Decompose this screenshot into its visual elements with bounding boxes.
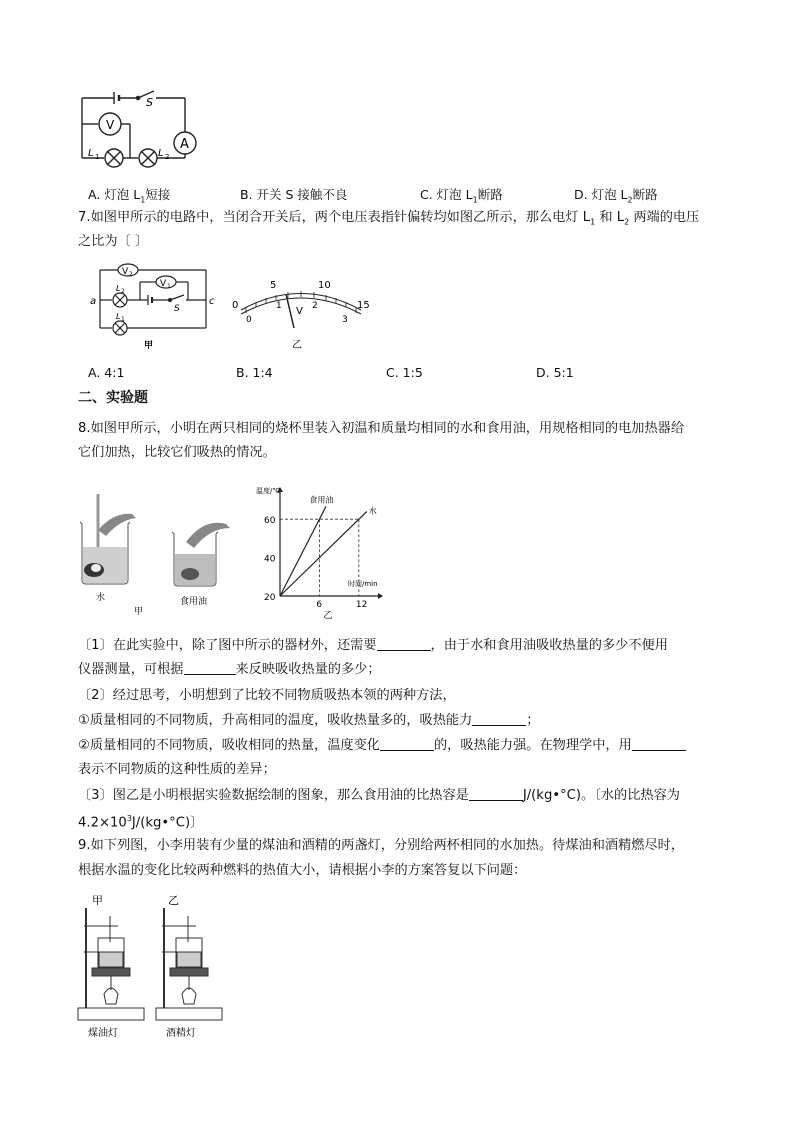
y-axis-label: 温度/℃ [256,487,281,495]
q8-blank-ability[interactable] [472,711,526,726]
q8-blank-temp-change[interactable] [380,736,434,751]
v1-sub: 1 [167,283,171,290]
series-label-1: 水 [368,506,377,516]
y-tick-label: 20 [264,593,276,603]
lamp1-label: L [88,148,94,159]
q8-p3-line2: $4.2\times 10^3J/(kg•^\circ C)$〕 [78,814,204,831]
series-label-0: 食用油 [309,495,334,505]
ammeter-label: A [180,137,189,152]
q6-option-d[interactable]: D. 灯泡 $L_2$断路 [574,187,658,205]
q6-option-a[interactable]: A. 灯泡 $L_1$短接 [88,187,171,205]
node-a: a [90,296,97,307]
q8-blank-indicator[interactable] [184,660,236,675]
q8-blank-specific-heat[interactable] [469,786,523,801]
q7-option-a[interactable]: A. 4:1 [88,365,125,380]
meter-v-label: V [296,306,303,317]
q7-question-line2: 之比为〔 〕 [78,234,149,249]
q9-apparatus-figure [74,890,234,1045]
q7-option-b[interactable]: B. 1:4 [236,365,273,380]
l2-label: L [116,284,121,293]
x-axis-label: 时间/min [348,580,378,588]
q8-p2-item2: ②质量相同的不同物质，吸收相同的热量，温度变化 的，吸热能力强。在物理学中，用 [78,736,686,756]
q8-p2-item2-line2: 表示不同物质的这种性质的差异； [78,762,276,777]
scale-outer-5: 5 [270,280,277,291]
chart-caption: 乙 [323,611,333,621]
q7-voltmeter-dial [226,272,376,352]
scale-inner-2: 2 [312,301,318,311]
scale-outer-0: 0 [232,300,239,311]
lamp1-sub: 1 [95,153,100,161]
voltmeter-label: V [106,118,115,132]
node-c: c [209,296,215,307]
y-tick-label: 60 [264,516,276,527]
q8-p1-line1: 〔1〕在此实验中，除了图中所示的器材外，还需要 ，由于水和食用油吸收热量的多少不便用 [78,638,668,653]
q8-temperature-chart [252,484,382,621]
fig-jia-caption: 甲 [144,341,154,351]
l1-sub: 1 [121,316,125,323]
scale-outer-15: 15 [357,300,370,311]
q8-blank-equipment[interactable] [377,636,431,651]
q8-p2: 〔2〕经过思考，小明想到了比较不同物质吸热本领的两种方法， [78,688,456,703]
q6-circuit-diagram [78,84,198,174]
q7-option-d[interactable]: D. 5:1 [536,365,574,380]
apparatus-yi-label: 乙 [168,894,179,907]
scale-inner-1: 1 [276,301,282,311]
q8-beakers-figure [74,492,246,617]
x-axis-arrow [378,593,383,599]
apparatus-jia-label: 甲 [92,894,103,907]
v2-label: V [122,267,129,277]
q8-p2-item1: ①质量相同的不同物质，升高相同的温度，吸收热量多的，吸热能力 ； [78,713,540,728]
beaker-oil-label: 食用油 [180,597,208,607]
scale-outer-10: 10 [318,280,331,291]
kerosene-lamp-label: 煤油灯 [88,1028,118,1039]
alcohol-lamp-label: 酒精灯 [166,1028,196,1039]
scale-inner-0: 0 [246,315,252,325]
l1-label: L [116,312,121,321]
fig-jia-caption-q8: 甲 [134,607,144,617]
q8-question-line1: 8.如图甲所示，小明在两只相同的烧杯里装入初温和质量均相同的水和食用油，用规格相同的电加热器给 [78,421,685,436]
x-tick-label: 12 [355,600,368,610]
v1-label: V [160,279,167,289]
q6-option-b[interactable]: B. 开关 S 接触不良 [240,187,348,202]
q9-question-line1: 9.如下列图，小李用装有少量的煤油和酒精的两盏灯，分别给两杯相同的水加热。待煤油和酒精燃尽时， [78,838,685,853]
q8-question-line2: 它们加热，比较它们吸热的情况。 [78,445,276,460]
q8-p3: 〔3〕图乙是小明根据实验数据绘制的图象，那么食用油的比热容是 J/(kg•°C)。〔水的比热容为 [78,788,680,803]
lamp2-label: L [158,148,164,159]
q7-circuit-jia [88,262,218,352]
l2-sub: 2 [121,288,125,295]
x-tick-label: 6 [316,600,323,610]
q6-option-c[interactable]: C. 灯泡 $L_1$断路 [420,187,503,205]
q7-option-c[interactable]: C. 1:5 [386,365,423,380]
v2-sub: 2 [129,271,133,278]
q8-blank-quantity[interactable] [632,736,686,751]
beaker-water-label: 水 [96,593,106,603]
switch-label: S [146,96,153,109]
section-heading: 二、实验题 [78,390,148,406]
lamp2-sub: 2 [165,153,170,161]
q8-p1-line2: 仪器测量，可根据 来反映吸收热量的多少； [78,662,381,677]
q9-question-line2: 根据水温的变化比较两种燃料的热值大小，请根据小李的方案答复以下问题： [78,863,527,878]
switch-s-label: S [174,304,180,314]
q7-question-line1: 7.如图甲所示的电路中，当闭合开关后，两个电压表指针偏转均如图乙所示，那么电灯 $L_1$ 和 $L_2$ 两端的电压 [78,210,700,227]
fig-yi-caption: 乙 [292,340,302,351]
scale-inner-3: 3 [342,315,348,325]
y-tick-label: 40 [264,554,276,565]
